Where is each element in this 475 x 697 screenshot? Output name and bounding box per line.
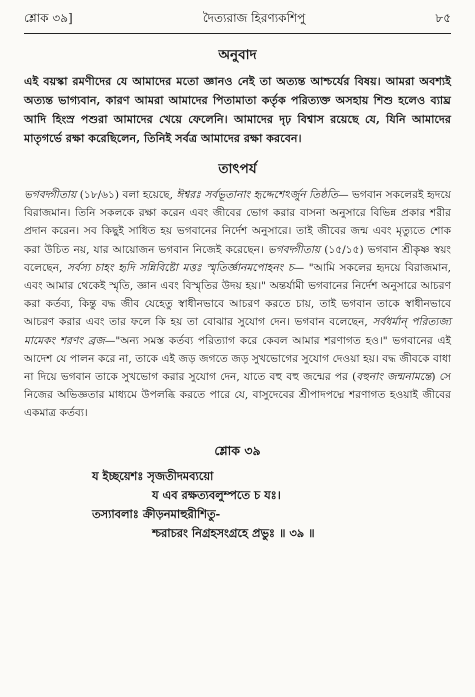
purport-italic: বহুনাং জন্মনামন্তে [356,371,432,384]
translation-heading: অনুবাদ [218,47,257,63]
running-header [24,10,451,34]
page-number: ৮৫ [435,11,451,25]
verse-text [24,467,451,543]
verse-reference: শ্লোক ৩৯] [24,11,73,25]
purport-italic: সর্বস্য চাহং হৃদি সন্নিবিষ্টো মত্তঃ স্মৃতির্জ্ঞানমপোহনং চ [67,261,294,274]
purport-run: — ভগবান সকলেরই হৃদয়ে বিরাজমান। তিনি সকলকে রক্ষা করেন এবং জীবের ভোগ করার বাসনা অনুসারে বিভিন্ন প্রকার শরীর প্রদান করেন। সব কিছুই সাধিত হয় ভগবানের নির্দেশ অনুসারে। তাই জীবের জন্ম এবং মৃত্যুতে শোক করা উচিত নয়, যার আয়োজন ভগবান নিজেই করেছেন। [24,189,451,256]
purport-italic: সর্বধর্মান্ পরিত্যজ্য মামেকং শরণং ব্রজ [24,316,451,347]
purport-run: — "আমি সকলের হৃদয়ে বিরাজমান, এবং আমার থেকেই স্মৃতি, জ্ঞান এবং বিস্মৃতির উদয় হয়।" অন্তর্যামী ভগবানের নির্দেশ অনুসারে আচরণ করা কর্তব্য, কিন্তু বদ্ধ জীব যেহেতু স্বাধীনভাবে আচরণ করতে চায়, তাই ভগবান তাকে স্বাধীনভাবে আচরণ করার এবং তার ফলে কি হয় তা বোঝার সুযোগ দেন। ভগবান বলেছেন, [24,261,452,329]
verse-title: শ্লোক ৩৯ [214,442,261,458]
purport-run: (১৮/৬১) বলা হয়েছে, [76,189,177,201]
purport-italic: ভগবদ্গীতায় [24,189,77,201]
purport-run: —"অন্য সমস্ত কর্তব্য পরিত্যাগ করে কেবল আমার শরণাগত হও।" ভগবানের এই আদেশ যে পালন করে না, তাকে এই জড় জগতে জড় সুখভোগের সুযোগ দেওয়া হয়। বদ্ধ জীবকে বাধা না দিয়ে ভগবান তাকে সুখভোগ করার সুযোগ দেন, যাতে বহু বহু জন্মের পর ( [24,334,452,384]
purport-text [24,186,451,423]
purport-italic: ভগবদ্গীতায় [267,243,321,256]
chapter-title: দৈত্যরাজ হিরণ্যকশিপু [202,11,306,25]
verse-line: য এব রক্ষত্যবলুম্পতে চ যঃ। [152,487,281,502]
verse-line: শ্চরাচরং নিগ্রহসংগ্রহে প্রভুঃ ॥ ৩৯ ॥ [152,525,315,540]
verse-line: য ইচ্ছয়েশঃ সৃজতীদমব্যয়ো [92,468,214,483]
purport-heading: তাৎপর্য [218,161,257,177]
purport-run: ) সে নিজের অভিজ্ঞতার মাধ্যমে উপলব্ধি করতে পারে যে, বাসুদেবের শ্রীপাদপদ্মে শরণাগত হওয়াই জীবের একমাত্র কর্তব্য। [24,371,452,420]
purport-run: (১৫/১৫) ভগবান শ্রীকৃষ্ণ স্বয়ং বলেছেন, [24,243,451,274]
translation-text: এই বয়স্কা রমণীদের যে আমাদের মতো জ্ঞানও নেই তা অত্যন্ত আশ্চর্যের বিষয়। আমরা অবশ্যই অত্যন্ত ভাগ্যবান, কারণ আমরা আমাদের পিতামাতা কর্তৃক পরিত্যক্ত অসহায় শিশু হলেও ব্যাঘ্র আদি হিংস্র পশুরা আমাদের খেয়ে ফেলেনি। আমাদের দৃঢ় বিশ্বাস রয়েছে যে, যিনি আমাদের মাতৃগর্ভে রক্ষা করেছিলেন, তিনিই সর্বত্র আমাদের রক্ষা করবেন। [24,74,451,145]
verse-line: তস্যাবলাঃ ক্রীড়নমাহুরীশিতু- [92,506,221,521]
purport-italic: ঈশ্বরঃ সর্বভূতানাং হৃদ্দেশেঽর্জুন তিষ্ঠতি [176,189,338,201]
